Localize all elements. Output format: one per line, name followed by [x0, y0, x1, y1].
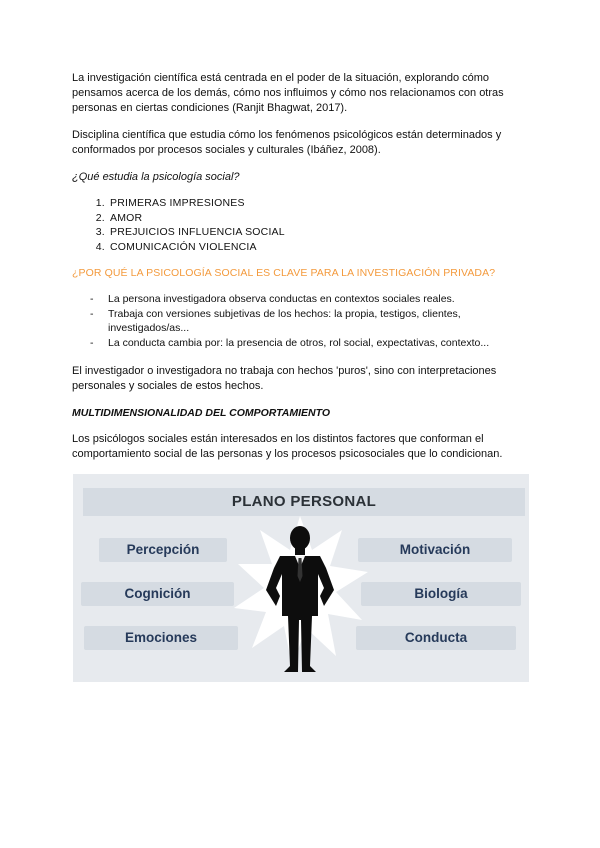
factors-paragraph: Los psicólogos sociales están interesados en los distintos factores que conforman el comportamiento social de las personas y los procesos psicosociales que lo condicionan. — [72, 433, 503, 460]
factor-box-perception: Percepción — [99, 538, 227, 562]
factor-box-motivation: Motivación — [358, 538, 512, 562]
interpretation-paragraph: El investigador o investigadora no trabaja con hechos 'puros', sino con interpretaciones personales y sociales de estos hechos. — [72, 365, 497, 392]
list-item: 2. AMOR — [108, 211, 285, 226]
question-line: ¿Qué estudia la psicología social? — [72, 171, 240, 183]
orange-heading: ¿POR QUÉ LA PSICOLOGÍA SOCIAL ES CLAVE PARA LA INVESTIGACIÓN PRIVADA? — [72, 267, 496, 279]
factor-box-emotions: Emociones — [84, 626, 238, 650]
list-item: - La persona investigadora observa conductas en contextos sociales reales. — [72, 292, 522, 307]
list-item: - Trabaja con versiones subjetivas de los hechos: la propia, testigos, clientes, investigados/as... — [72, 307, 522, 336]
factor-box-biology: Biología — [361, 582, 521, 606]
list-item: 3. PREJUICIOS INFLUENCIA SOCIAL — [108, 225, 285, 240]
factor-box-cognition: Cognición — [81, 582, 234, 606]
list-item: 1. PRIMERAS IMPRESIONES — [108, 196, 285, 211]
businessman-silhouette-icon — [232, 516, 368, 674]
factor-box-conduct: Conducta — [356, 626, 516, 650]
list-item: - La conducta cambia por: la presencia de otros, rol social, expectativas, contexto... — [72, 336, 522, 351]
topics-list — [72, 196, 285, 254]
definition-paragraph: Disciplina científica que estudia cómo los fenómenos psicológicos están determinados y conformados por procesos sociales y culturales (Ibáñez, 2008). — [72, 129, 502, 156]
reasons-list — [72, 292, 522, 350]
figure-title: PLANO PERSONAL — [83, 488, 525, 516]
section-heading: MULTIDIMENSIONALIDAD DEL COMPORTAMIENTO — [72, 407, 331, 419]
list-item: 4. COMUNICACIÓN VIOLENCIA — [108, 240, 285, 255]
intro-paragraph: La investigación científica está centrada en el poder de la situación, explorando cómo pensamos acerca de los demás, cómo nos influimos y cómo nos relacionamos con otras personas en ciertas condiciones (Ranjit Bhagwat, 2017). — [72, 72, 504, 114]
